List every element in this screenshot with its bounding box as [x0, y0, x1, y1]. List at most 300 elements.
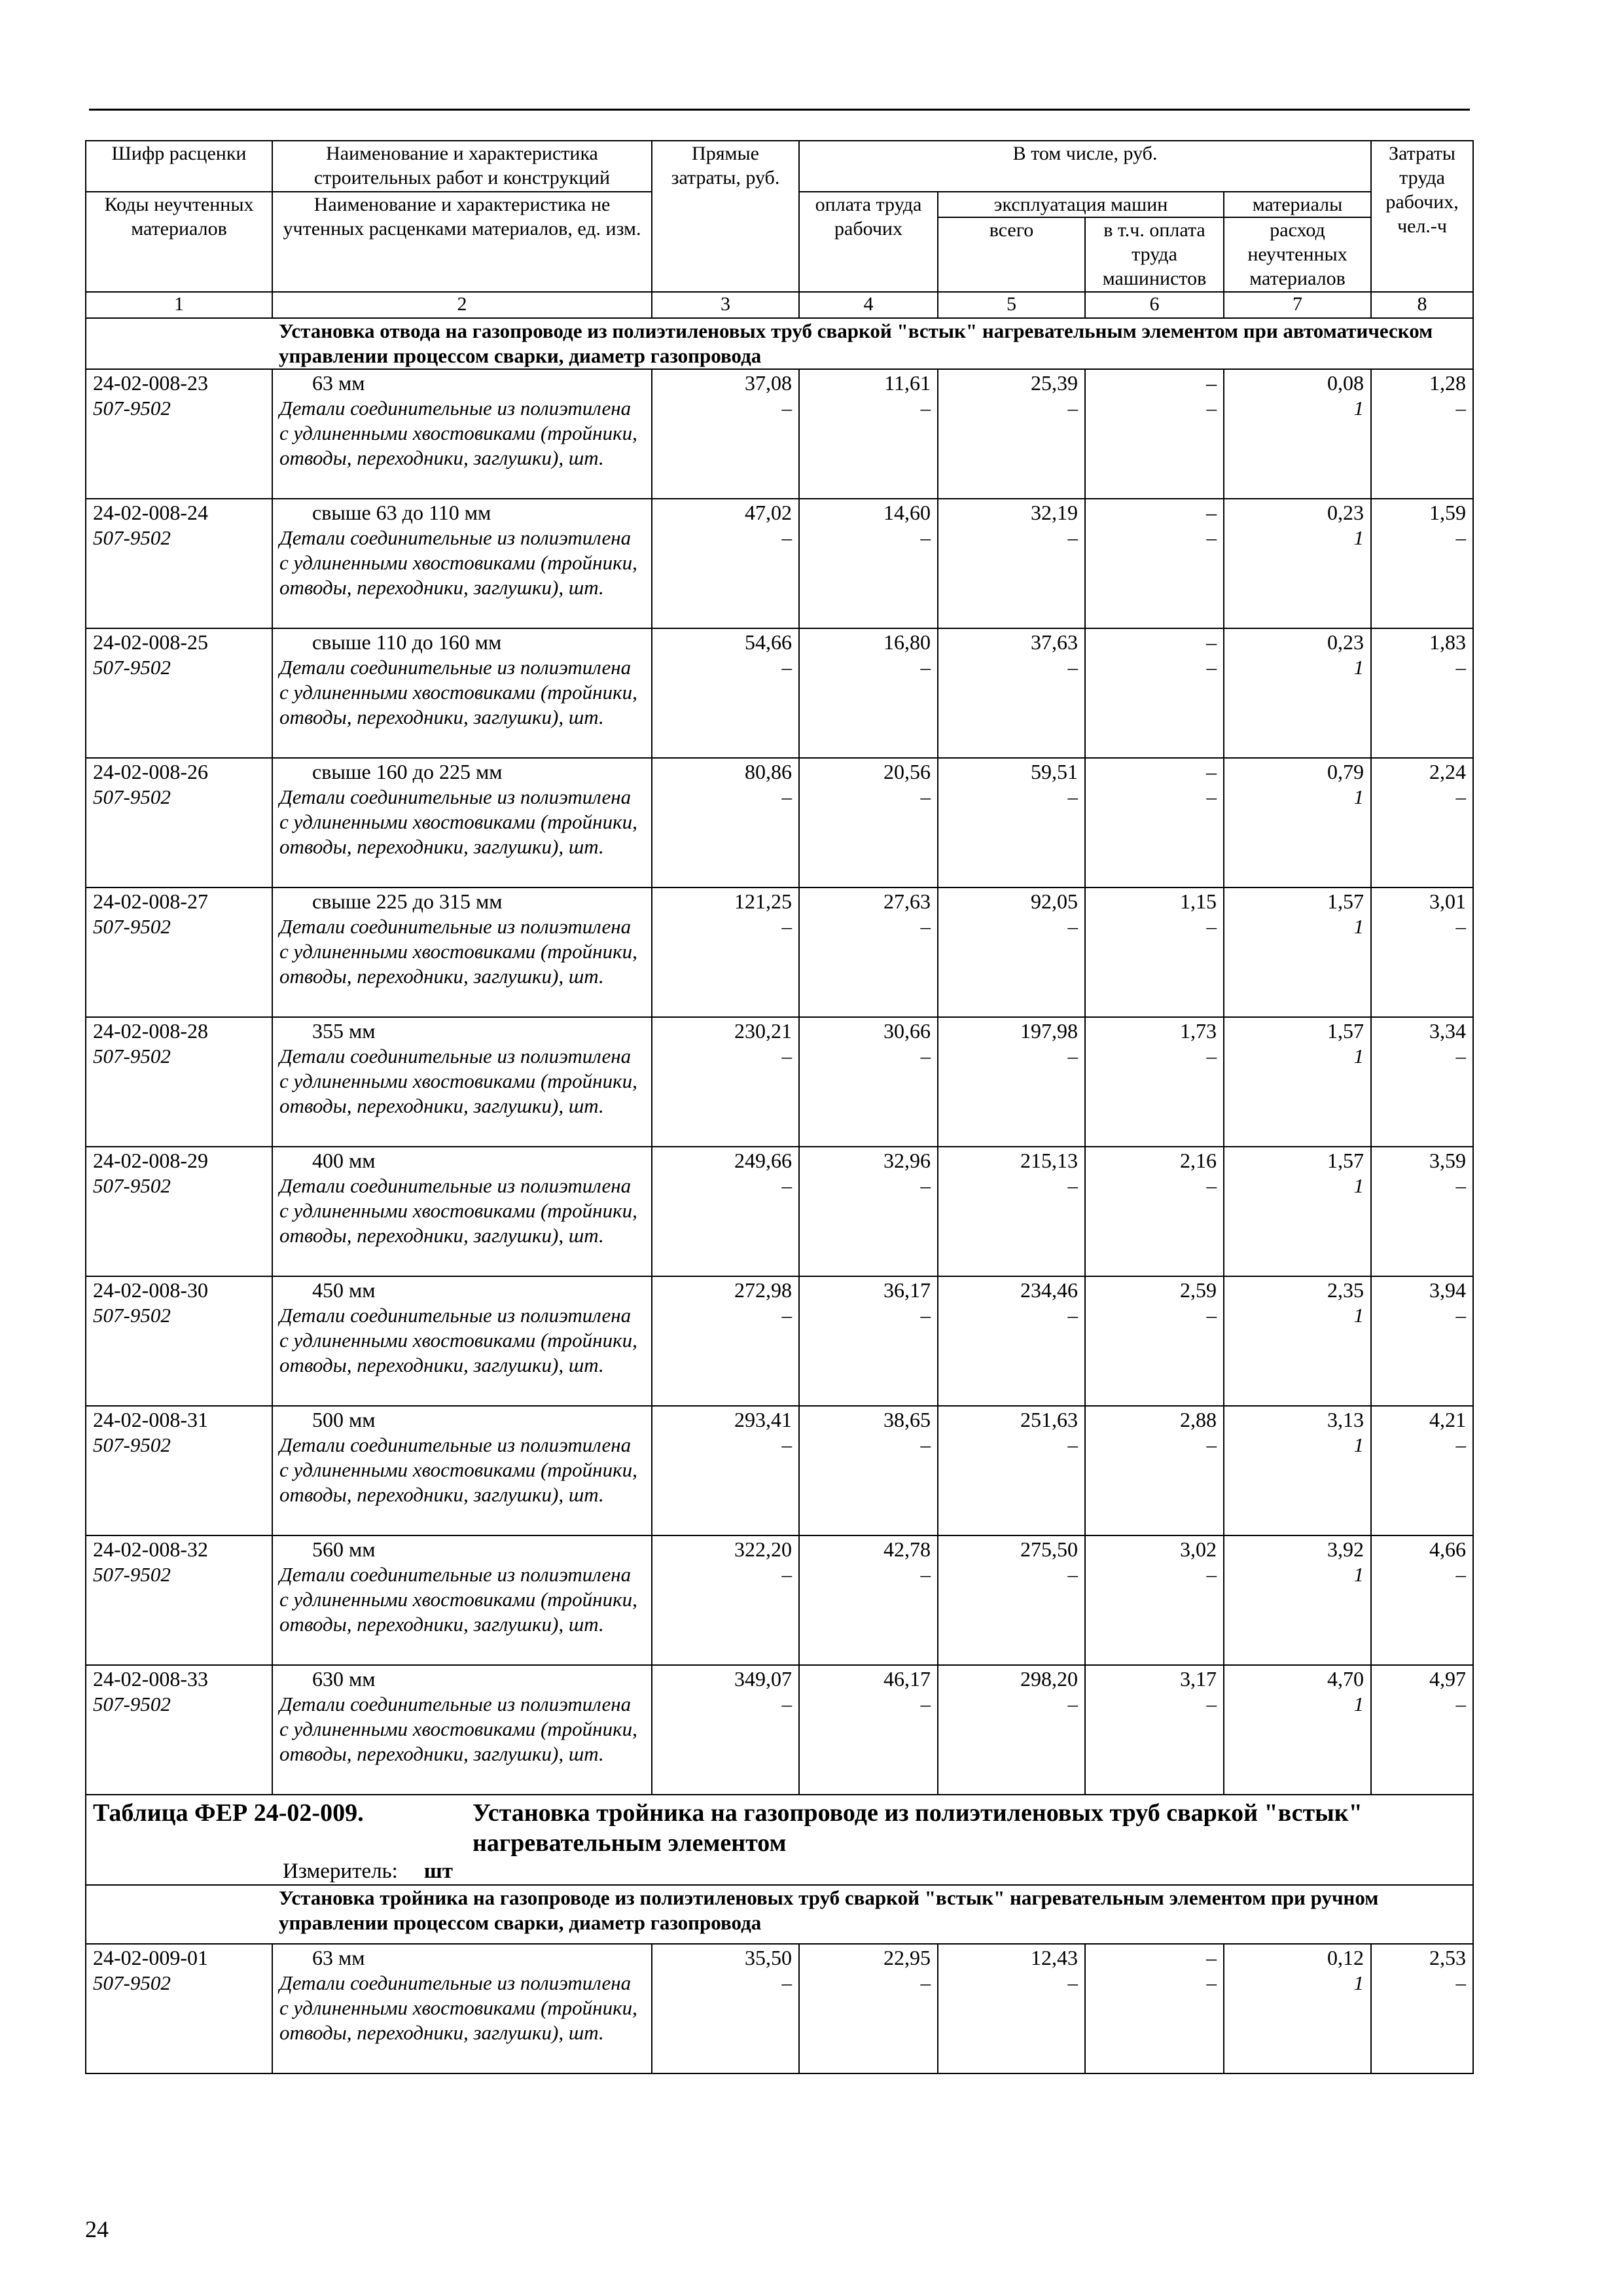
machines-total-value: 234,46	[1020, 1278, 1078, 1302]
rate-code: 24-02-008-23	[93, 371, 208, 395]
direct-costs-sub: –	[781, 656, 792, 679]
direct-costs-value: 121,25	[734, 889, 792, 913]
rate-code: 24-02-008-33	[93, 1667, 208, 1691]
work-name: 400 мм	[312, 1149, 376, 1172]
section-row	[86, 318, 1473, 369]
labor-hours-sub: –	[1455, 1433, 1467, 1456]
machines-total-sub: –	[1067, 397, 1078, 420]
material-usage-value: 0,23	[1327, 501, 1364, 524]
material-name: Детали соединительные из полиэтилена с удлиненными хвостовиками (тройники, отводы, переходники, заглушки), шт.	[279, 656, 637, 728]
work-name: 63 мм	[312, 371, 365, 395]
labor-pay-value: 16,80	[883, 630, 931, 654]
machinists-pay-value: –	[1206, 630, 1217, 654]
material-usage-value: 1,57	[1327, 1019, 1364, 1043]
table-row	[86, 888, 1473, 1017]
material-usage-sub: 1	[1353, 1563, 1364, 1586]
rate-code: 24-02-008-32	[93, 1537, 208, 1561]
labor-pay-value: 42,78	[883, 1537, 931, 1561]
code-cell	[86, 1944, 272, 2073]
table-row	[86, 628, 1473, 758]
material-usage-sub: 1	[1353, 397, 1364, 420]
material-usage	[1224, 369, 1371, 499]
name-cell	[272, 1276, 652, 1406]
direct-costs-sub: –	[781, 1045, 792, 1067]
labor-hours-value: 2,24	[1429, 760, 1467, 783]
machinists-pay	[1085, 1276, 1224, 1406]
machines-total	[938, 1147, 1085, 1276]
labor-pay	[799, 628, 938, 758]
labor-pay-value: 30,66	[883, 1019, 931, 1043]
labor-pay-value: 27,63	[883, 889, 931, 913]
material-usage-sub: 1	[1353, 526, 1364, 549]
direct-costs-sub: –	[781, 785, 792, 808]
name-cell	[272, 1535, 652, 1665]
table-row	[86, 1147, 1473, 1276]
direct-costs-sub: –	[781, 915, 792, 938]
name-cell	[272, 1665, 652, 1795]
machinists-pay	[1085, 628, 1224, 758]
machines-total-value: 197,98	[1020, 1019, 1078, 1043]
direct-costs	[652, 758, 799, 888]
material-usage	[1224, 888, 1371, 1017]
name-cell	[272, 758, 652, 888]
material-usage	[1224, 1147, 1371, 1276]
table-row	[86, 369, 1473, 499]
header-work-name: Наименование и характеристика строительных работ и конструкций	[272, 141, 652, 192]
table-row	[86, 499, 1473, 628]
material-name: Детали соединительные из полиэтилена с удлиненными хвостовиками (тройники, отводы, переходники, заглушки), шт.	[279, 1045, 637, 1117]
header-machinists-pay: в т.ч. оплата труда машинистов	[1085, 217, 1224, 292]
machinists-pay-value: –	[1206, 1946, 1217, 1969]
material-usage-value: 0,79	[1327, 760, 1364, 783]
direct-costs-value: 322,20	[734, 1537, 792, 1561]
machinists-pay-sub: –	[1206, 1174, 1217, 1197]
header-machines: эксплуатация машин	[938, 192, 1224, 217]
rate-code: 24-02-008-31	[93, 1408, 208, 1431]
table-title: Установка тройника на газопроводе из полиэтиленовых труб сваркой "встык" нагревательным элементом	[473, 1799, 1363, 1857]
work-name: свыше 225 до 315 мм	[312, 889, 503, 913]
labor-pay-value: 20,56	[883, 760, 931, 783]
col-num: 7	[1224, 292, 1371, 318]
material-usage	[1224, 1406, 1371, 1535]
material-code: 507-9502	[93, 526, 171, 549]
code-cell	[86, 369, 272, 499]
machines-total	[938, 1944, 1085, 2073]
material-name: Детали соединительные из полиэтилена с удлиненными хвостовиками (тройники, отводы, переходники, заглушки), шт.	[279, 915, 637, 988]
material-name: Детали соединительные из полиэтилена с удлиненными хвостовиками (тройники, отводы, переходники, заглушки), шт.	[279, 1433, 637, 1506]
labor-pay-sub: –	[920, 1693, 931, 1715]
machines-total-value: 298,20	[1020, 1667, 1078, 1691]
col-num: 1	[86, 292, 272, 318]
material-code: 507-9502	[93, 1433, 171, 1456]
table-row	[86, 1944, 1473, 2073]
direct-costs-sub: –	[781, 1174, 792, 1197]
name-cell	[272, 628, 652, 758]
labor-hours-sub: –	[1455, 1563, 1467, 1586]
labor-pay	[799, 499, 938, 628]
labor-hours-value: 4,21	[1429, 1408, 1467, 1431]
direct-costs	[652, 888, 799, 1017]
material-usage	[1224, 628, 1371, 758]
material-usage	[1224, 1017, 1371, 1147]
col-num: 3	[652, 292, 799, 318]
work-name: свыше 110 до 160 мм	[312, 630, 502, 654]
direct-costs	[652, 369, 799, 499]
direct-costs	[652, 499, 799, 628]
labor-hours-value: 4,66	[1429, 1537, 1467, 1561]
machinists-pay	[1085, 888, 1224, 1017]
labor-hours-sub: –	[1455, 785, 1467, 808]
labor-pay-sub: –	[920, 526, 931, 549]
material-name: Детали соединительные из полиэтилена с удлиненными хвостовиками (тройники, отводы, переходники, заглушки), шт.	[279, 1971, 637, 2044]
code-cell	[86, 1017, 272, 1147]
labor-hours-sub: –	[1455, 1174, 1467, 1197]
machinists-pay-sub: –	[1206, 1971, 1217, 1994]
labor-pay	[799, 1944, 938, 2073]
col-num: 6	[1085, 292, 1224, 318]
direct-costs	[652, 1665, 799, 1795]
table-row	[86, 758, 1473, 888]
col-num: 8	[1371, 292, 1473, 318]
machines-total	[938, 628, 1085, 758]
work-name: 560 мм	[312, 1537, 376, 1561]
direct-costs-sub: –	[781, 1433, 792, 1456]
machinists-pay-value: –	[1206, 371, 1217, 395]
direct-costs-sub: –	[781, 1971, 792, 1994]
labor-pay	[799, 1665, 938, 1795]
machinists-pay	[1085, 1147, 1224, 1276]
material-usage	[1224, 758, 1371, 888]
work-name: 63 мм	[312, 1946, 365, 1969]
material-code: 507-9502	[93, 1304, 171, 1327]
machinists-pay-value: –	[1206, 501, 1217, 524]
machines-total-sub: –	[1067, 1693, 1078, 1715]
labor-hours	[1371, 758, 1473, 888]
labor-pay	[799, 1276, 938, 1406]
code-cell	[86, 1406, 272, 1535]
machines-total-value: 215,13	[1020, 1149, 1078, 1172]
labor-hours	[1371, 1276, 1473, 1406]
material-name: Детали соединительные из полиэтилена с удлиненными хвостовиками (тройники, отводы, переходники, заглушки), шт.	[279, 1174, 637, 1247]
work-name: 355 мм	[312, 1019, 376, 1043]
machinists-pay	[1085, 1535, 1224, 1665]
labor-pay	[799, 1017, 938, 1147]
machinists-pay-value: 2,88	[1180, 1408, 1217, 1431]
labor-pay-sub: –	[920, 1433, 931, 1456]
machinists-pay	[1085, 758, 1224, 888]
machinists-pay	[1085, 499, 1224, 628]
labor-hours-sub: –	[1455, 526, 1467, 549]
code-cell	[86, 1535, 272, 1665]
material-usage-sub: 1	[1353, 915, 1364, 938]
direct-costs	[652, 1535, 799, 1665]
header-labor-pay: оплата труда рабочих	[799, 192, 938, 292]
top-rule	[89, 109, 1470, 111]
code-cell	[86, 499, 272, 628]
name-cell	[272, 499, 652, 628]
material-usage	[1224, 1665, 1371, 1795]
machinists-pay-value: 3,17	[1180, 1667, 1217, 1691]
header-material-names: Наименование и характеристика не учтенных расценками материалов, ед. изм.	[272, 192, 652, 292]
machines-total-sub: –	[1067, 1174, 1078, 1197]
material-usage-sub: 1	[1353, 1433, 1364, 1456]
machines-total-value: 275,50	[1020, 1537, 1078, 1561]
name-cell	[272, 1147, 652, 1276]
name-cell	[272, 1406, 652, 1535]
labor-pay-sub: –	[920, 1304, 931, 1327]
direct-costs-sub: –	[781, 1693, 792, 1715]
labor-pay	[799, 758, 938, 888]
labor-pay-sub: –	[920, 397, 931, 420]
machinists-pay-sub: –	[1206, 915, 1217, 938]
machinists-pay-sub: –	[1206, 526, 1217, 549]
direct-costs-sub: –	[781, 1304, 792, 1327]
labor-pay	[799, 1147, 938, 1276]
measure-label: Измеритель:	[283, 1859, 398, 1883]
name-cell	[272, 888, 652, 1017]
material-code: 507-9502	[93, 1563, 171, 1586]
labor-pay-sub: –	[920, 1971, 931, 1994]
labor-hours-value: 1,59	[1429, 501, 1467, 524]
machinists-pay-value: 3,02	[1180, 1537, 1217, 1561]
machines-total	[938, 1665, 1085, 1795]
table-row	[86, 1665, 1473, 1795]
material-code: 507-9502	[93, 915, 171, 938]
labor-pay-sub: –	[920, 656, 931, 679]
machines-total	[938, 369, 1085, 499]
direct-costs-value: 293,41	[734, 1408, 792, 1431]
labor-hours-sub: –	[1455, 1045, 1467, 1067]
material-usage-value: 0,08	[1327, 371, 1364, 395]
material-name: Детали соединительные из полиэтилена с удлиненными хвостовиками (тройники, отводы, переходники, заглушки), шт.	[279, 1563, 637, 1636]
machines-total-value: 12,43	[1031, 1946, 1078, 1969]
section-title: Установка отвода на газопроводе из полиэтиленовых труб сваркой "встык" нагревательным элементом при автоматическом управлении процессом сварки, диаметр газопровода	[279, 319, 1433, 367]
labor-hours	[1371, 888, 1473, 1017]
machines-total-value: 92,05	[1031, 889, 1078, 913]
material-usage	[1224, 1944, 1371, 2073]
machines-total-value: 32,19	[1031, 501, 1078, 524]
table-row	[86, 1276, 1473, 1406]
machinists-pay	[1085, 369, 1224, 499]
labor-pay	[799, 888, 938, 1017]
name-cell	[272, 369, 652, 499]
labor-hours	[1371, 369, 1473, 499]
header-materials: материалы	[1224, 192, 1371, 217]
direct-costs-value: 349,07	[734, 1667, 792, 1691]
machinists-pay-value: 1,73	[1180, 1019, 1217, 1043]
labor-hours-sub: –	[1455, 1304, 1467, 1327]
code-cell	[86, 888, 272, 1017]
material-usage-value: 4,70	[1327, 1667, 1364, 1691]
name-cell	[272, 1017, 652, 1147]
material-code: 507-9502	[93, 1174, 171, 1197]
labor-hours-value: 3,94	[1429, 1278, 1467, 1302]
machines-total-sub: –	[1067, 1563, 1078, 1586]
labor-pay-value: 38,65	[883, 1408, 931, 1431]
labor-hours-sub: –	[1455, 915, 1467, 938]
page-number: 24	[85, 2216, 109, 2242]
direct-costs-sub: –	[781, 1563, 792, 1586]
labor-hours-value: 4,97	[1429, 1667, 1467, 1691]
labor-hours	[1371, 1535, 1473, 1665]
name-cell	[272, 1944, 652, 2073]
labor-pay	[799, 369, 938, 499]
header-group: В том числе, руб.	[799, 141, 1371, 192]
machinists-pay-sub: –	[1206, 1304, 1217, 1327]
labor-hours	[1371, 1147, 1473, 1276]
rate-code: 24-02-008-24	[93, 501, 208, 524]
machinists-pay-value: 1,15	[1180, 889, 1217, 913]
machines-total-sub: –	[1067, 526, 1078, 549]
machines-total-sub: –	[1067, 1304, 1078, 1327]
column-numbers-row	[86, 292, 1473, 318]
machinists-pay-sub: –	[1206, 1433, 1217, 1456]
header-rate-code: Шифр расценки	[86, 141, 272, 192]
rate-code: 24-02-009-01	[93, 1946, 208, 1969]
machinists-pay-sub: –	[1206, 1693, 1217, 1715]
machinists-pay-sub: –	[1206, 656, 1217, 679]
direct-costs	[652, 1276, 799, 1406]
header-machines-total: всего	[938, 217, 1085, 292]
labor-hours-value: 1,83	[1429, 630, 1467, 654]
material-code: 507-9502	[93, 1045, 171, 1067]
machines-total-value: 59,51	[1031, 760, 1078, 783]
direct-costs-value: 54,66	[745, 630, 792, 654]
section-row	[86, 1885, 1473, 1944]
machines-total	[938, 758, 1085, 888]
rate-code: 24-02-008-25	[93, 630, 208, 654]
labor-pay-value: 36,17	[883, 1278, 931, 1302]
machines-total	[938, 888, 1085, 1017]
material-usage	[1224, 499, 1371, 628]
machines-total-value: 25,39	[1031, 371, 1078, 395]
direct-costs-value: 35,50	[745, 1946, 792, 1969]
machines-total-sub: –	[1067, 656, 1078, 679]
table-row	[86, 1406, 1473, 1535]
work-name: 500 мм	[312, 1408, 376, 1431]
col-num: 4	[799, 292, 938, 318]
table-row	[86, 1535, 1473, 1665]
machines-total-value: 251,63	[1020, 1408, 1078, 1431]
work-name: 450 мм	[312, 1278, 376, 1302]
labor-pay-sub: –	[920, 1563, 931, 1586]
rate-code: 24-02-008-26	[93, 760, 208, 783]
header-material-usage: расход неучтенных материалов	[1224, 217, 1371, 292]
labor-pay	[799, 1406, 938, 1535]
direct-costs	[652, 1406, 799, 1535]
machines-total	[938, 499, 1085, 628]
material-usage-sub: 1	[1353, 1304, 1364, 1327]
machinists-pay-sub: –	[1206, 397, 1217, 420]
labor-hours	[1371, 499, 1473, 628]
labor-hours-value: 3,59	[1429, 1149, 1467, 1172]
material-code: 507-9502	[93, 1971, 171, 1994]
material-name: Детали соединительные из полиэтилена с удлиненными хвостовиками (тройники, отводы, переходники, заглушки), шт.	[279, 526, 637, 599]
machinists-pay	[1085, 1665, 1224, 1795]
direct-costs-value: 272,98	[734, 1278, 792, 1302]
rates-table	[85, 140, 1474, 2074]
machinists-pay	[1085, 1944, 1224, 2073]
labor-hours	[1371, 1944, 1473, 2073]
labor-hours-value: 2,53	[1429, 1946, 1467, 1969]
material-usage	[1224, 1276, 1371, 1406]
rate-code: 24-02-008-27	[93, 889, 208, 913]
machinists-pay-value: –	[1206, 760, 1217, 783]
rate-code: 24-02-008-29	[93, 1149, 208, 1172]
material-code: 507-9502	[93, 397, 171, 420]
measure-line	[93, 1858, 1466, 1884]
machines-total	[938, 1535, 1085, 1665]
machinists-pay-sub: –	[1206, 785, 1217, 808]
machines-total-sub: –	[1067, 1971, 1078, 1994]
material-name: Детали соединительные из полиэтилена с удлиненными хвостовиками (тройники, отводы, переходники, заглушки), шт.	[279, 397, 637, 469]
labor-pay	[799, 1535, 938, 1665]
material-usage-sub: 1	[1353, 1971, 1364, 1994]
direct-costs-value: 80,86	[745, 760, 792, 783]
direct-costs-value: 230,21	[734, 1019, 792, 1043]
code-cell	[86, 758, 272, 888]
labor-pay-value: 11,61	[884, 371, 931, 395]
header-material-codes: Коды неучтенных материалов	[86, 192, 272, 292]
labor-pay-value: 14,60	[883, 501, 931, 524]
labor-hours-sub: –	[1455, 656, 1467, 679]
machines-total	[938, 1017, 1085, 1147]
rate-code: 24-02-008-28	[93, 1019, 208, 1043]
machinists-pay	[1085, 1406, 1224, 1535]
labor-pay-sub: –	[920, 785, 931, 808]
material-name: Детали соединительные из полиэтилена с удлиненными хвостовиками (тройники, отводы, переходники, заглушки), шт.	[279, 1693, 637, 1765]
table-heading	[86, 1795, 1473, 1885]
material-usage-sub: 1	[1353, 1045, 1364, 1067]
material-code: 507-9502	[93, 1693, 171, 1715]
machinists-pay-sub: –	[1206, 1563, 1217, 1586]
machinists-pay-value: 2,59	[1180, 1278, 1217, 1302]
direct-costs	[652, 1147, 799, 1276]
labor-pay-value: 32,96	[883, 1149, 931, 1172]
header-direct-costs: Прямые затраты, руб.	[652, 141, 799, 292]
code-cell	[86, 1665, 272, 1795]
labor-hours-value: 3,34	[1429, 1019, 1467, 1043]
labor-hours	[1371, 628, 1473, 758]
material-usage-sub: 1	[1353, 1174, 1364, 1197]
labor-hours-sub: –	[1455, 1971, 1467, 1994]
labor-hours-sub: –	[1455, 397, 1467, 420]
material-usage-value: 1,57	[1327, 889, 1364, 913]
machines-total-sub: –	[1067, 1433, 1078, 1456]
machines-total	[938, 1406, 1085, 1535]
table-heading-row	[86, 1795, 1473, 1885]
labor-hours	[1371, 1406, 1473, 1535]
machinists-pay-sub: –	[1206, 1045, 1217, 1067]
labor-pay-sub: –	[920, 915, 931, 938]
direct-costs-sub: –	[781, 526, 792, 549]
direct-costs-sub: –	[781, 397, 792, 420]
labor-hours-value: 3,01	[1429, 889, 1467, 913]
code-cell	[86, 1276, 272, 1406]
table-row	[86, 1017, 1473, 1147]
material-name: Детали соединительные из полиэтилена с удлиненными хвостовиками (тройники, отводы, переходники, заглушки), шт.	[279, 1304, 637, 1376]
labor-pay-sub: –	[920, 1045, 931, 1067]
col-num: 5	[938, 292, 1085, 318]
machinists-pay	[1085, 1017, 1224, 1147]
machines-total	[938, 1276, 1085, 1406]
material-name: Детали соединительные из полиэтилена с удлиненными хвостовиками (тройники, отводы, переходники, заглушки), шт.	[279, 785, 637, 858]
labor-pay-sub: –	[920, 1174, 931, 1197]
direct-costs	[652, 628, 799, 758]
machines-total-sub: –	[1067, 1045, 1078, 1067]
material-usage-value: 1,57	[1327, 1149, 1364, 1172]
direct-costs-value: 37,08	[745, 371, 792, 395]
